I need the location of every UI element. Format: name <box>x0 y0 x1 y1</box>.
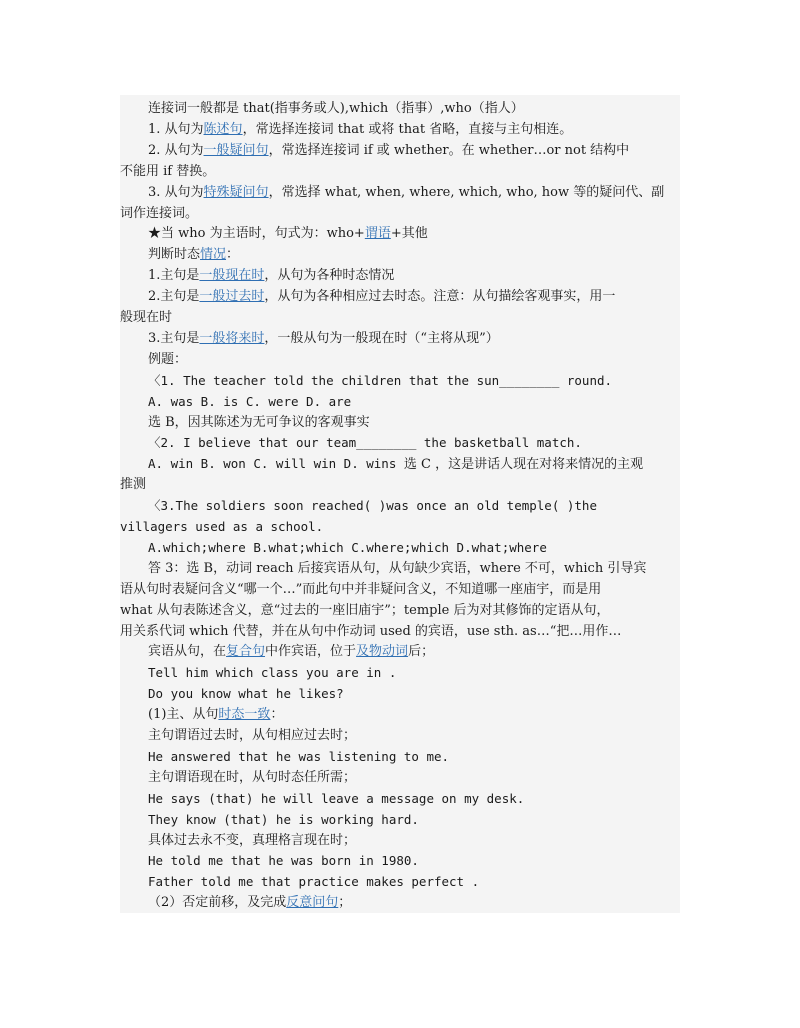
text-line <box>120 830 708 851</box>
glossary-link[interactable]: 一般过去时 <box>199 289 265 305</box>
text-run: ： <box>226 247 240 263</box>
glossary-link[interactable]: 时态一致 <box>218 707 271 723</box>
text-line <box>120 641 708 662</box>
text-run: 具体过去永不变，真理格言现在时； <box>148 832 357 848</box>
text-line <box>120 203 680 224</box>
glossary-link[interactable]: 陈述句 <box>203 121 243 137</box>
text-run: A.which;where B.what;which C.where;which D.what;where <box>148 539 547 555</box>
text-run: 不能用 if 替换。 <box>120 163 216 179</box>
glossary-link[interactable]: 特殊疑问句 <box>203 184 269 200</box>
text-line <box>120 850 708 871</box>
text-run: ，常选择连接词 that 或将 that 省略，直接与主句相连。 <box>242 121 573 137</box>
text-run: 选 B，因其陈述为无可争议的客观事实 <box>148 414 370 430</box>
text-run: A. was B. is C. were D. are <box>148 393 352 409</box>
text-run: 主句谓语现在时，从句时态任所需； <box>148 769 357 785</box>
text-line <box>120 662 708 683</box>
text-run: Tell him which class you are in . <box>148 665 397 681</box>
text-run: 连接词一般都是 that(指事务或人),which（指事）,who（指人） <box>148 101 524 116</box>
text-run: Father told me that practice makes perfect . <box>148 874 480 890</box>
text-run: 2. 从句为 <box>148 142 204 158</box>
text-run: They know (that) he is working hard. <box>148 811 419 827</box>
text-line <box>120 161 680 182</box>
glossary-link[interactable]: 情况 <box>200 247 227 263</box>
text-line <box>120 286 708 307</box>
text-line <box>120 328 708 349</box>
text-line <box>120 516 680 537</box>
text-line <box>120 474 680 495</box>
document-page <box>120 95 680 913</box>
text-line <box>120 265 708 286</box>
text-run: ，常选择 what, when, where, which, who, how 等的疑问代、副 <box>268 184 665 200</box>
text-line <box>120 767 708 788</box>
text-run: 例题： <box>148 351 188 367</box>
text-line <box>120 558 708 579</box>
text-run: A. win B. won C. will win D. wins <box>148 456 404 472</box>
text-run: Do you know what he likes? <box>148 686 344 702</box>
text-run: 3. 从句为 <box>148 184 204 200</box>
text-line <box>120 412 708 433</box>
text-line <box>120 537 708 558</box>
glossary-link[interactable]: 一般将来时 <box>199 330 265 346</box>
text-line <box>120 453 708 474</box>
text-run: （2）否定前移，及完成 <box>148 895 287 911</box>
text-run: 答 3：选 B，动词 reach 后接宾语从句，从句缺少宾语，where 不可，which 引导宾 <box>148 560 647 576</box>
text-run: 选 C ，这是讲话人现在对将来情况的主观 <box>403 457 644 473</box>
text-run: 推测 <box>120 477 147 493</box>
text-run: 1. 从句为 <box>148 121 204 137</box>
text-line <box>120 600 680 621</box>
text-run: 3.主句是 <box>148 330 200 346</box>
text-run: 1.主句是 <box>148 268 200 284</box>
text-run: 判断时态 <box>148 247 201 263</box>
text-run: (1)主、从句 <box>148 707 219 723</box>
text-run: 后； <box>408 644 435 660</box>
text-run: ★当 who 为主语时，句式为：who+ <box>148 226 365 242</box>
text-line <box>120 182 708 203</box>
text-line <box>120 349 708 370</box>
text-line <box>120 432 708 453</box>
text-run: He says (that) he will leave a message on my desk. <box>148 790 525 806</box>
text-run: 用关系代词 which 代替，并在从句中作动词 used 的宾语，use sth. as…“把…用作… <box>120 623 622 639</box>
text-line <box>120 370 708 391</box>
text-line <box>120 495 708 516</box>
text-line <box>120 119 708 140</box>
text-line <box>120 892 708 913</box>
text-run: 2.主句是 <box>148 289 200 305</box>
text-line <box>120 621 680 642</box>
text-line <box>120 788 708 809</box>
text-line <box>120 244 708 265</box>
text-run: ： <box>270 707 284 723</box>
text-line <box>120 391 708 412</box>
text-run: 〈3.The soldiers soon reached( )was once an old temple( )the <box>148 498 597 514</box>
text-run: what 从句表陈述含义，意“过去的一座旧庙宇”；temple 后为对其修饰的定语从句， <box>120 602 610 618</box>
text-run: He answered that he was listening to me. <box>148 748 450 764</box>
glossary-link[interactable]: 复合句 <box>226 644 266 660</box>
text-run: ，从句为各种时态情况 <box>264 268 395 284</box>
glossary-link[interactable]: 一般现在时 <box>199 268 265 284</box>
text-line <box>120 579 680 600</box>
text-line <box>120 683 708 704</box>
text-run: ，从句为各种相应过去时态。注意：从句描绘客观事实，用一 <box>264 289 616 305</box>
text-run: 中作宾语，位于 <box>265 644 357 660</box>
text-run: +其他 <box>390 226 428 242</box>
text-line <box>120 704 708 725</box>
text-run: He told me that he was born in 1980. <box>148 853 419 869</box>
text-line <box>120 140 708 161</box>
text-run: 词作连接词。 <box>120 205 199 221</box>
text-run: 〈2. I believe that our team________ the basketball match. <box>148 435 582 451</box>
text-line <box>120 223 708 244</box>
glossary-link[interactable]: 一般疑问句 <box>203 142 269 158</box>
text-run: 主句谓语过去时，从句相应过去时； <box>148 728 357 743</box>
text-line <box>120 871 708 892</box>
text-line <box>120 746 708 767</box>
glossary-link[interactable]: 谓语 <box>364 226 391 242</box>
text-line <box>120 98 708 119</box>
text-run: ； <box>338 895 352 911</box>
text-run: ，常选择连接词 if 或 whether。在 whether…or not 结构中 <box>268 142 630 158</box>
text-line <box>120 809 708 830</box>
text-run: 宾语从句，在 <box>148 644 227 660</box>
text-run: villagers used as a school. <box>120 519 324 534</box>
text-line <box>120 307 680 328</box>
text-run: 语从句时表疑问含义“哪一个…”而此句中并非疑问含义，不知道哪一座庙宇，而是用 <box>120 581 602 597</box>
text-run: 般现在时 <box>120 310 173 325</box>
glossary-link[interactable]: 及物动词 <box>356 644 409 660</box>
text-run: 〈1. The teacher told the children that the sun________ round. <box>148 372 613 388</box>
text-line <box>120 725 708 746</box>
glossary-link[interactable]: 反意问句 <box>286 895 339 911</box>
text-run: ，一般从句为一般现在时（“主将从现”） <box>264 330 499 346</box>
